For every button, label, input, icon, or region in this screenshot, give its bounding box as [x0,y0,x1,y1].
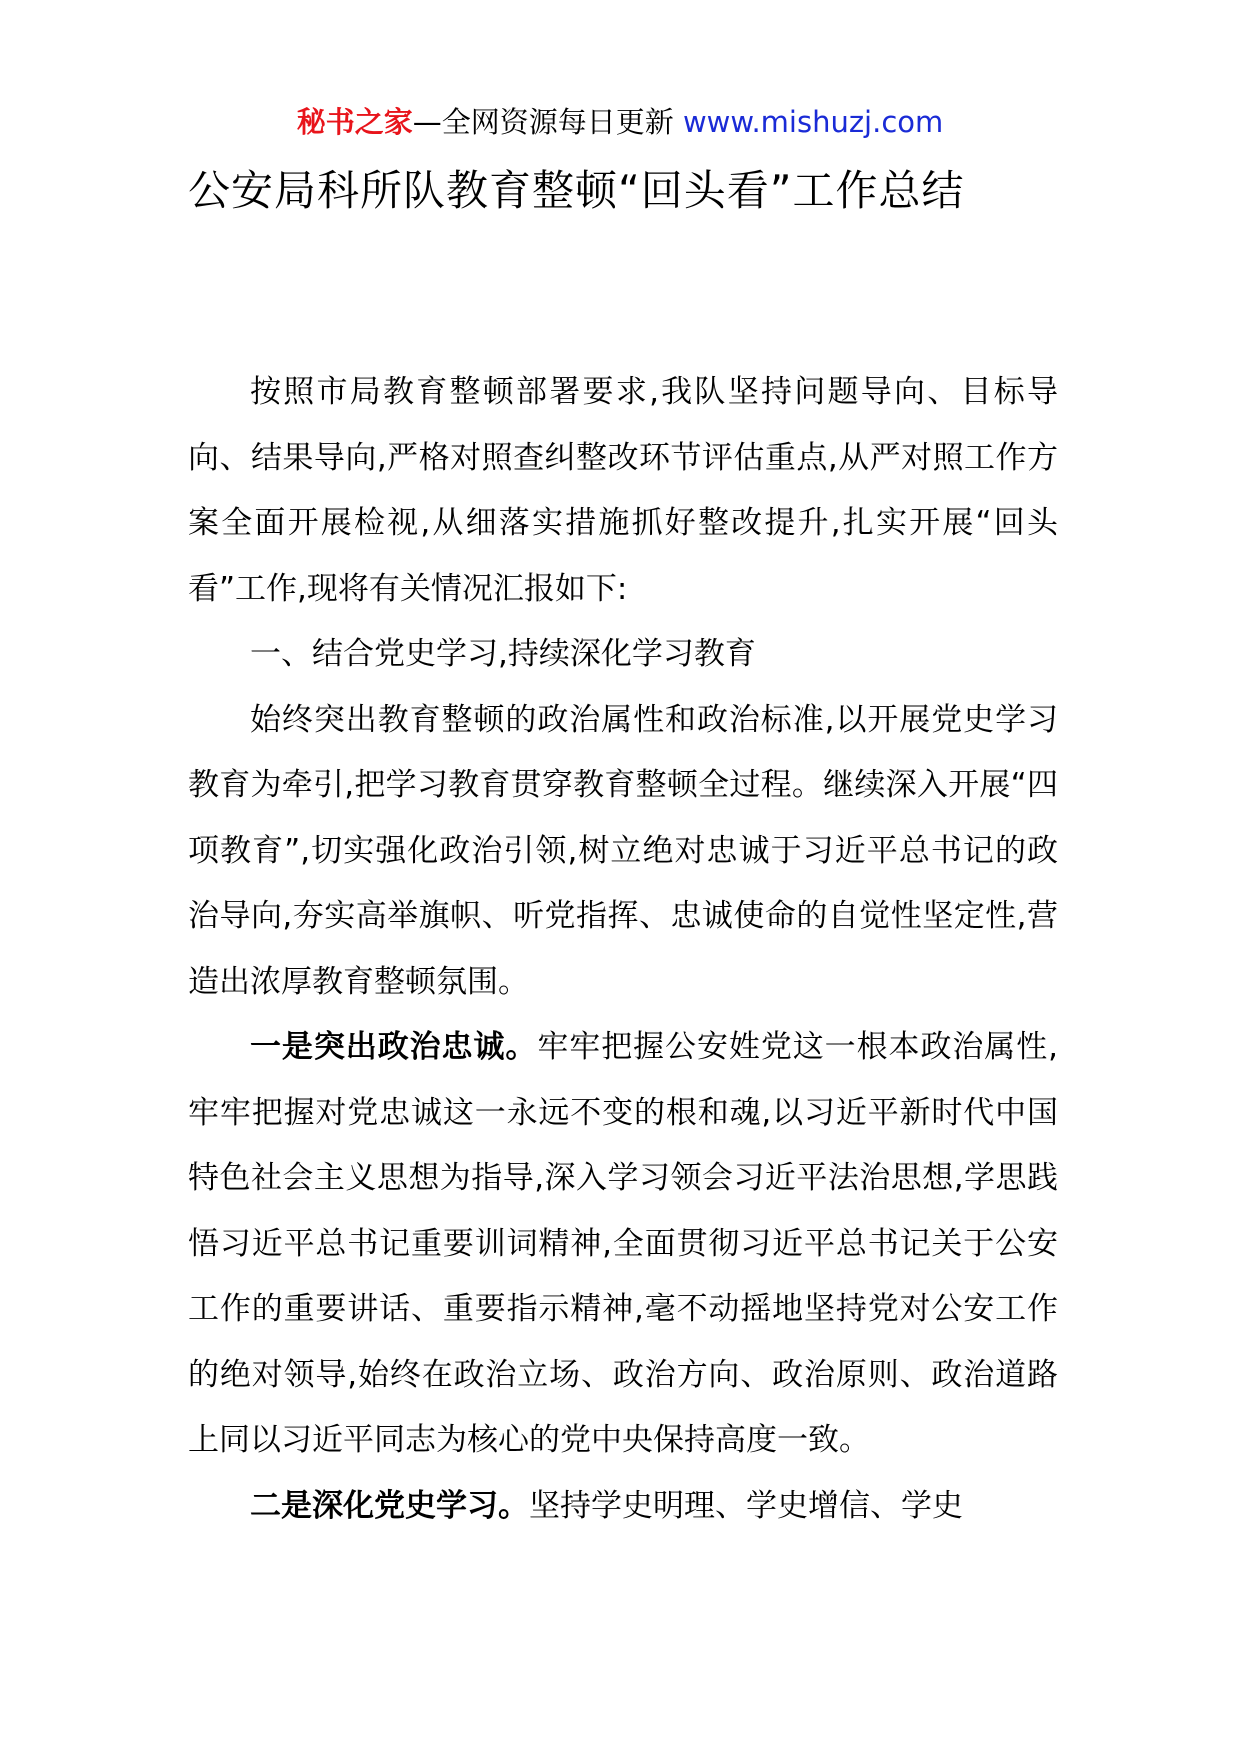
section-heading-text: 一、结合党史学习,持续深化学习教育 [250,636,756,672]
paragraph-text: 牢牢把握公安姓党这一根本政治属性,牢牢把握对党忠诚这一永远不变的根和魂,以习近平新时代中国特色社会主义思想为指导,深入学习领会习近平法治思想,学思践悟习近平总书记重要训词精神,全面贯彻习近平总书记关于公安工作的重要讲话、重要指示精神,毫不动摇地坚持党对公安工作的绝对领导,始终在政治立场、政治方向、政治原则、政治道路上同以习近平同志为核心的党中央保持高度一致。 [188,1029,1059,1458]
brand-name: 秘书之家 [296,105,413,139]
paragraph-text: 按照市局教育整顿部署要求,我队坚持问题导向、目标导向、结果导向,严格对照查纠整改环节评估重点,从严对照工作方案全面开展检视,从细落实措施抓好整改提升,扎实开展“回头看”工作,现将有关情况汇报如下: [188,374,1058,607]
site-url[interactable]: www.mishuzj.com [682,105,944,139]
document-title: 公安局科所队教育整顿“回头看”工作总结 [188,166,965,215]
paragraph-intro [188,360,1058,622]
paragraph-point-two [188,1474,1058,1540]
paragraph-lead: 二是深化党史学习。 [250,1487,529,1524]
paragraph-lead: 一是突出政治忠诚。 [250,1029,538,1065]
paragraph-point-one [188,1015,1058,1474]
paragraph-section-summary [188,688,1058,1016]
document-body [188,360,1058,1539]
header-tagline: —全网资源每日更新 [412,105,674,139]
section-heading [188,622,1058,688]
paragraph-text: 坚持学史明理、学史增信、学史 [529,1487,963,1524]
paragraph-text: 始终突出教育整顿的政治属性和政治标准,以开展党史学习教育为牵引,把学习教育贯穿教育整顿全过程。继续深入开展“四项教育”,切实强化政治引领,树立绝对忠诚于习近平总书记的政治导向,夯实高举旗帜、听党指挥、忠诚使命的自觉性坚定性,营造出浓厚教育整顿氛围。 [188,701,1058,1000]
site-header [0,102,1240,142]
